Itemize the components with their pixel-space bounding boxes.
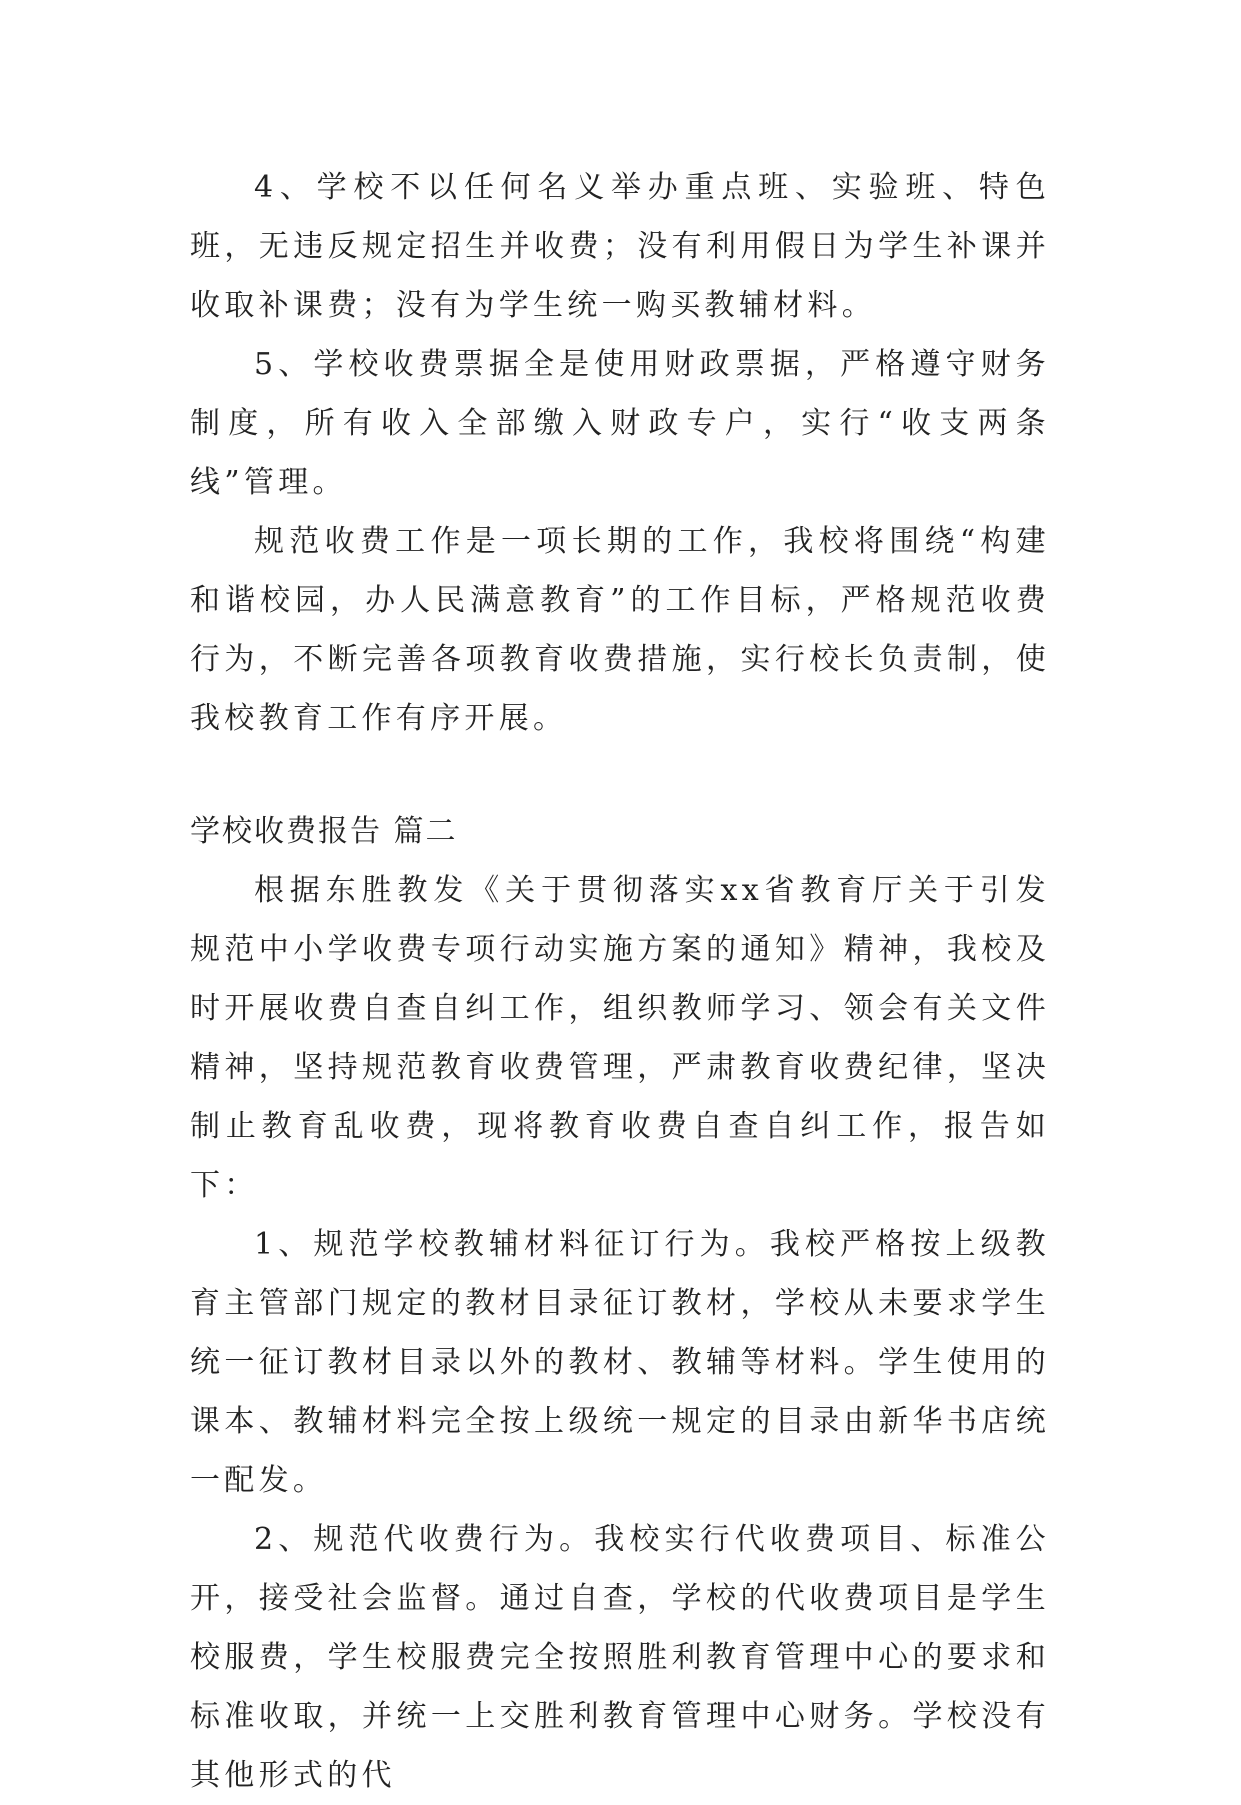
paragraph-item-4: 4、学校不以任何名义举办重点班、实验班、特色班，无违反规定招生并收费；没有利用假日为学生补课并收取补课费；没有为学生统一购买教辅材料。 [190, 170, 1050, 323]
section-heading: 学校收费报告 篇二 [190, 814, 458, 849]
document-body [190, 158, 1050, 1805]
paragraph-conclusion: 规范收费工作是一项长期的工作，我校将围绕“构建和谐校园，办人民满意教育”的工作目标，严格规范收费行为，不断完善各项教育收费措施，实行校长负责制，使我校教育工作有序开展。 [190, 524, 1050, 736]
paragraph-item-2: 2、规范代收费行为。我校实行代收费项目、标准公开，接受社会监督。通过自查，学校的代收费项目是学生校服费，学生校服费完全按照胜利教育管理中心的要求和标准收取，并统一上交胜利教育管理中心财务。学校没有其他形式的代 [190, 1522, 1050, 1793]
paragraph-item-1: 1、规范学校教辅材料征订行为。我校严格按上级教育主管部门规定的教材目录征订教材，学校从未要求学生统一征订教材目录以外的教材、教辅等材料。学生使用的课本、教辅材料完全按上级统一规定的目录由新华书店统一配发。 [190, 1227, 1050, 1498]
paragraph-intro: 根据东胜教发《关于贯彻落实xx省教育厅关于引发规范中小学收费专项行动实施方案的通知》精神，我校及时开展收费自查自纠工作，组织教师学习、领会有关文件精神，坚持规范教育收费管理，严肃教育收费纪律，坚决制止教育乱收费，现将教育收费自查自纠工作，报告如下： [190, 873, 1050, 1203]
paragraph-item-5: 5、学校收费票据全是使用财政票据，严格遵守财务制度，所有收入全部缴入财政专户，实行“收支两条线”管理。 [190, 347, 1050, 500]
